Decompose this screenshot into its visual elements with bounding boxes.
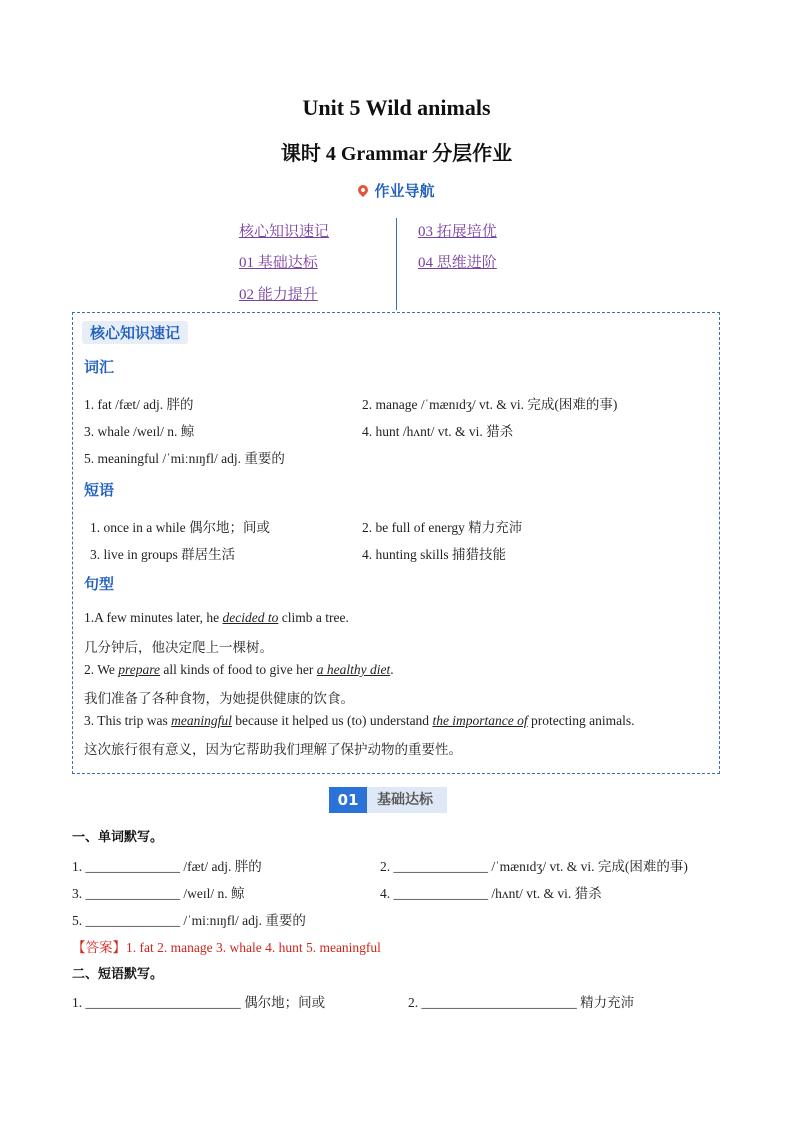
core-knowledge-heading: 核心知识速记	[82, 321, 188, 344]
sentence-text: .	[390, 662, 394, 677]
phrase-item: 3. live in groups 群居生活	[90, 547, 236, 562]
nav-title	[0, 180, 793, 201]
nav-link-03[interactable]: 03 拓展培优	[418, 224, 497, 240]
sentence-highlight: prepare	[118, 662, 161, 677]
nav-link-04[interactable]: 04 思维进阶	[418, 255, 497, 271]
sentence-2-translation: 我们准备了各种食物，为她提供健康的饮食。	[84, 691, 354, 706]
location-pin-icon	[356, 183, 370, 197]
question-item: 2. _______________________ 精力充沛	[408, 995, 635, 1010]
phrase-item: 1. once in a while 偶尔地；间或	[90, 520, 270, 535]
vocab-item: 5. meaningful /ˈmiːnɪŋfl/ adj. 重要的	[84, 451, 285, 466]
sentence-text: climb a tree.	[278, 610, 349, 625]
sentence-text: all kinds of food to give her	[160, 662, 317, 677]
sentence-text: 2. We	[84, 662, 119, 677]
question-item: 1. ______________ /fæt/ adj. 胖的	[72, 859, 262, 874]
sentence-1	[84, 610, 349, 626]
sentence-2	[84, 662, 394, 678]
nav-link-core[interactable]: 核心知识速记	[239, 224, 330, 240]
sentence-3	[84, 713, 635, 729]
question-heading: 一、单词默写。	[72, 830, 164, 845]
sentence-text: because it helped us (to) understand	[231, 713, 433, 728]
sentence-1-translation: 几分钟后，他决定爬上一棵树。	[84, 640, 273, 655]
phrase-item: 2. be full of energy 精力充沛	[362, 520, 523, 535]
sentence-3-translation: 这次旅行很有意义，因为它帮助我们理解了保护动物的重要性。	[84, 742, 462, 757]
nav-divider	[396, 218, 397, 310]
vocab-item: 2. manage /ˈmænɪdʒ/ vt. & vi. 完成(困难的事)	[362, 397, 618, 412]
question-item: 4. ______________ /hʌnt/ vt. & vi. 猎杀	[380, 886, 602, 901]
question-item: 3. ______________ /weɪl/ n. 鲸	[72, 886, 245, 901]
question-item: 2. ______________ /ˈmænɪdʒ/ vt. & vi. 完成(困难的事)	[380, 859, 688, 874]
section-badge	[329, 787, 447, 813]
sentence-text: 3. This trip was	[84, 713, 172, 728]
question-heading: 二、短语默写。	[72, 967, 164, 982]
answer-line: 【答案】1. fat 2. manage 3. whale 4. hunt 5. meaningful	[72, 940, 381, 955]
vocab-item: 3. whale /weɪl/ n. 鲸	[84, 424, 195, 439]
section-number: 01	[329, 787, 367, 813]
nav-title-text: 作业导航	[374, 182, 435, 200]
section-label: 基础达标	[367, 787, 447, 813]
sentences-heading: 句型	[84, 575, 115, 593]
nav-link-02[interactable]: 02 能力提升	[239, 287, 318, 303]
sentence-highlight: a healthy diet	[316, 662, 391, 677]
question-item: 1. _______________________ 偶尔地；间或	[72, 995, 326, 1010]
sentence-highlight: the importance of	[432, 713, 528, 728]
sentence-text: 1.A few minutes later, he	[84, 610, 223, 625]
nav-link-01[interactable]: 01 基础达标	[239, 255, 318, 271]
phrase-item: 4. hunting skills 捕猎技能	[362, 547, 507, 562]
sentence-highlight: decided to	[222, 610, 279, 625]
question-item: 5. ______________ /ˈmiːnɪŋfl/ adj. 重要的	[72, 913, 306, 928]
sentence-text: protecting animals.	[527, 713, 635, 728]
page-title: Unit 5 Wild animals	[302, 95, 491, 120]
phrases-heading: 短语	[84, 481, 115, 499]
vocab-heading: 词汇	[84, 358, 115, 376]
vocab-item: 1. fat /fæt/ adj. 胖的	[84, 397, 194, 412]
vocab-item: 4. hunt /hʌnt/ vt. & vi. 猎杀	[362, 424, 514, 439]
sentence-highlight: meaningful	[171, 713, 232, 728]
page-subtitle: 课时 4 Grammar 分层作业	[280, 143, 513, 165]
